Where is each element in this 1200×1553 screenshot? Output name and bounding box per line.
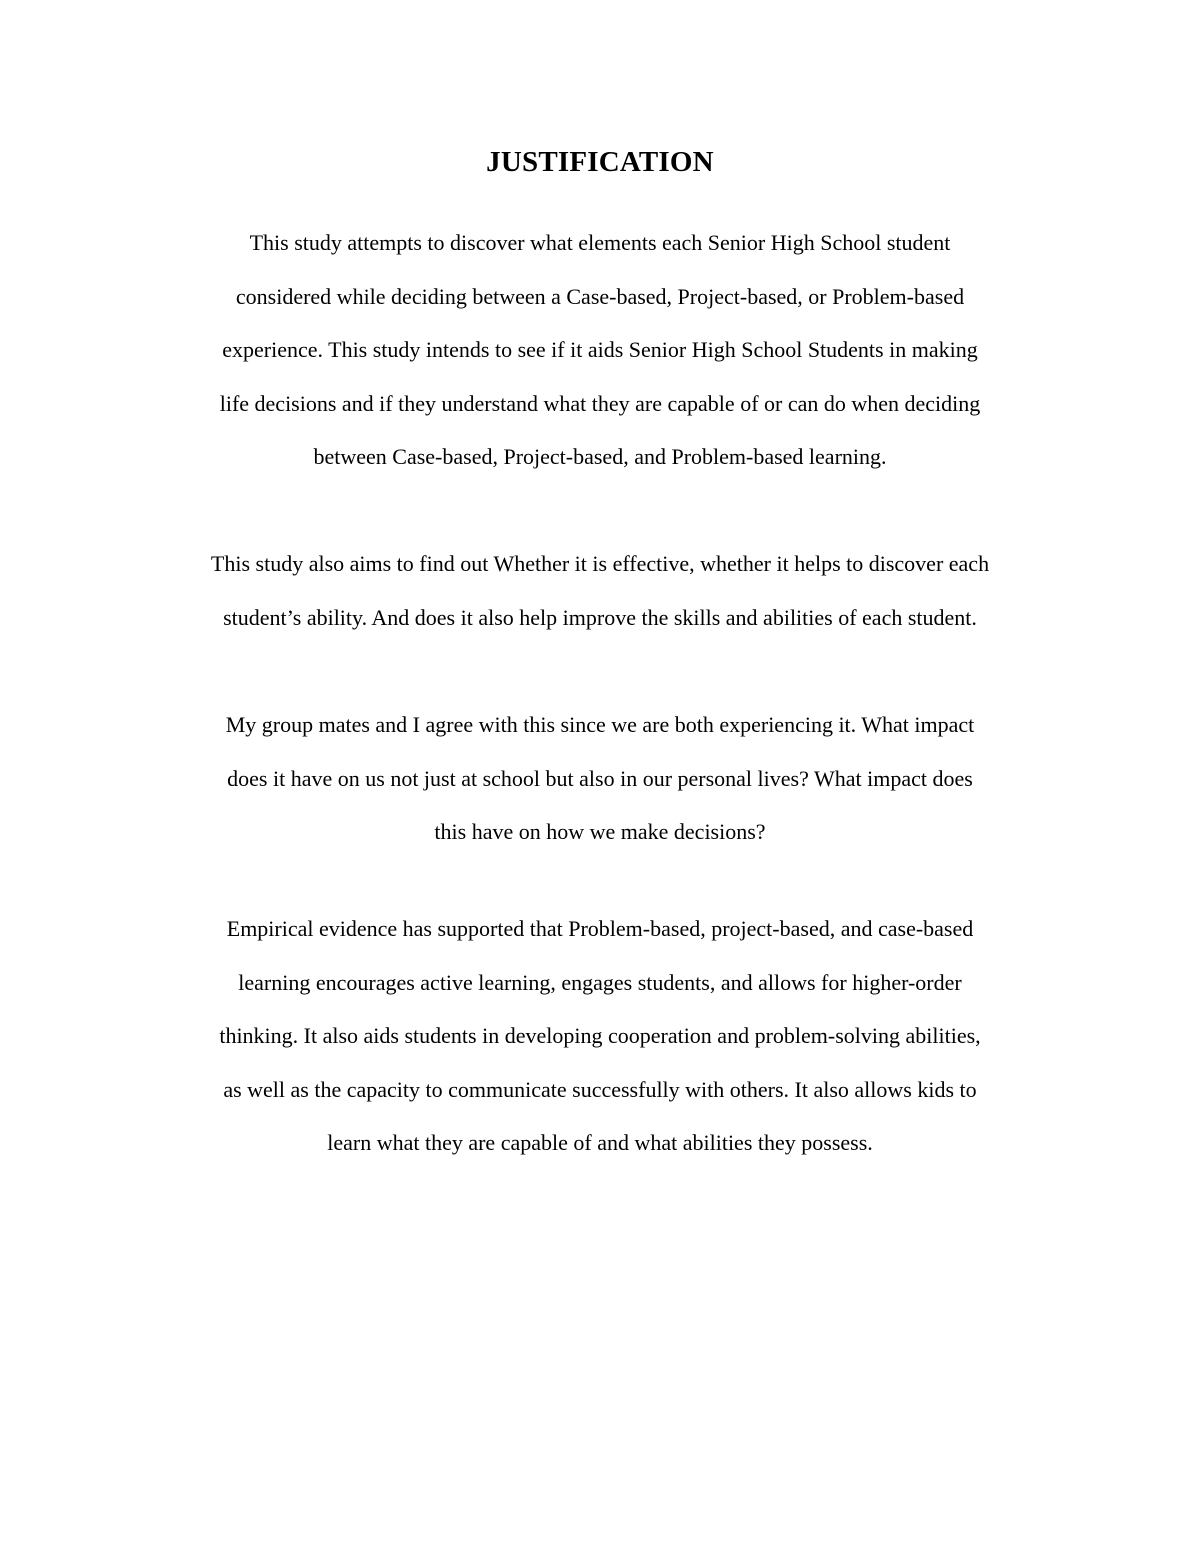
paragraph-line: This study also aims to find out Whether it is effective, whether it helps to discover each [210, 551, 990, 576]
paragraph-line: student’s ability. And does it also help improve the skills and abilities of each student. [223, 604, 977, 630]
paragraph-line: life decisions and if they understand what they are capable of or can do when deciding [219, 390, 981, 416]
paragraph-3 [100, 698, 1100, 859]
paragraph-line: thinking. It also aids students in developing cooperation and problem-solving abilities, [219, 1023, 981, 1048]
paragraph-line: does it have on us not just at school but also in our personal lives? What impact does [227, 765, 973, 791]
paragraph-line: Empirical evidence has supported that Problem-based, project-based, and case-based [226, 916, 974, 941]
paragraph-2 [100, 537, 1100, 644]
document-title: JUSTIFICATION [486, 146, 714, 178]
paragraph-line: experience. This study intends to see if it aids Senior High School Students in making [222, 337, 978, 362]
paragraph-line: My group mates and I agree with this since we are both experiencing it. What impact [225, 712, 975, 737]
paragraph-1 [100, 216, 1100, 484]
paragraph-line: This study attempts to discover what elements each Senior High School student [249, 230, 951, 255]
paragraph-4 [100, 902, 1100, 1170]
paragraph-line: considered while deciding between a Case-based, Project-based, or Problem-based [235, 283, 965, 309]
paragraph-line: this have on how we make decisions? [434, 819, 766, 844]
paragraph-line: learn what they are capable of and what abilities they possess. [327, 1130, 873, 1155]
paragraph-line: as well as the capacity to communicate successfully with others. It also allows kids to [223, 1076, 977, 1102]
paragraph-line: learning encourages active learning, engages students, and allows for higher-order [238, 969, 962, 995]
paragraph-line: between Case-based, Project-based, and Problem-based learning. [313, 444, 887, 469]
